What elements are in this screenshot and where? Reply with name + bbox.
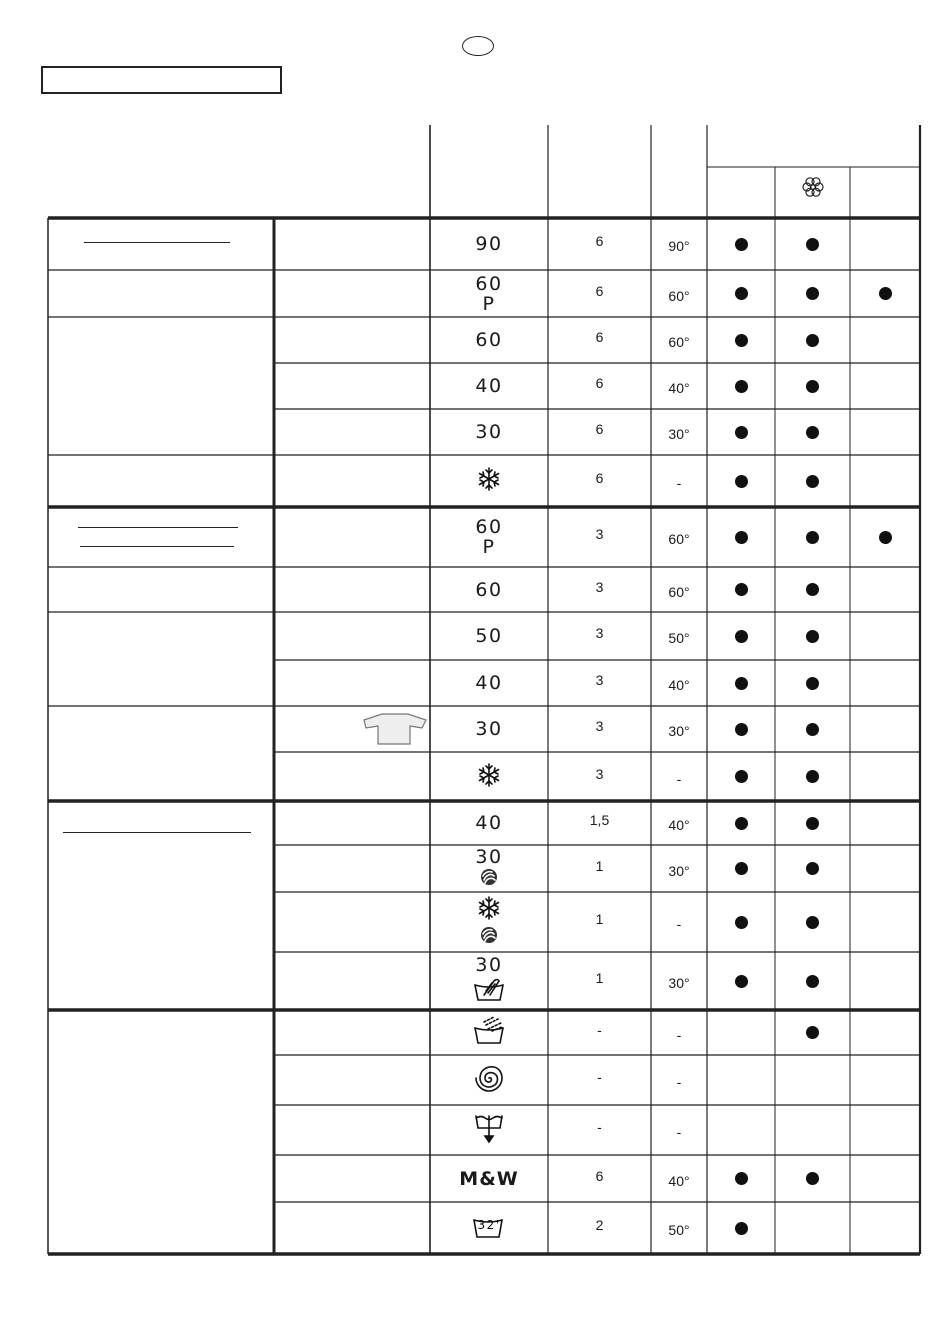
- temperature-value: -: [676, 1074, 682, 1090]
- option-dot-cell: [798, 612, 828, 660]
- option-dot-cell: [798, 270, 828, 317]
- program-mw-label: M&W: [459, 1167, 519, 1190]
- program-cell: [430, 1010, 548, 1055]
- option-dot-cell: [726, 567, 756, 612]
- option-dot-cell: [726, 507, 756, 567]
- availability-dot: [806, 426, 819, 439]
- availability-dot: [735, 583, 748, 596]
- temperature-value: 40°: [668, 380, 690, 396]
- temperature-value: 60°: [668, 287, 690, 304]
- availability-dot: [735, 630, 748, 643]
- availability-dot: [735, 287, 748, 300]
- program-temp-label: 30: [475, 845, 503, 868]
- availability-dot: [806, 287, 819, 300]
- load-value: 6: [595, 1167, 604, 1184]
- option-dot-cell: [726, 612, 756, 660]
- option-dot-cell: [726, 218, 756, 270]
- availability-dot: [735, 723, 748, 736]
- option-dot-cell: [798, 660, 828, 706]
- program-cell: [430, 845, 548, 892]
- load-value: 6: [595, 470, 604, 486]
- load-value: 2: [595, 1217, 604, 1233]
- load-value: 6: [595, 233, 604, 249]
- shirt-icon: [362, 710, 428, 746]
- program-temp-label: 30: [475, 421, 503, 443]
- program-temp-label: 60: [475, 329, 503, 351]
- wool-icon: [479, 925, 499, 949]
- temperature-value: 30°: [668, 862, 690, 879]
- temperature-value: -: [676, 1026, 682, 1043]
- availability-dot: [806, 723, 819, 736]
- load-value: 6: [595, 329, 604, 345]
- availability-dot: [806, 677, 819, 690]
- availability-dot: [806, 916, 819, 929]
- temperature-value: -: [676, 1124, 682, 1140]
- availability-dot: [735, 916, 748, 929]
- program-cell: [430, 1202, 548, 1254]
- option-dot-cell: [798, 218, 828, 270]
- option-dot-cell: [726, 706, 756, 752]
- option-dot-cell: [726, 363, 756, 409]
- program-cell: [430, 752, 548, 801]
- program-temp-label: 60: [475, 272, 503, 295]
- availability-dot: [806, 1026, 819, 1039]
- program-cell: [430, 218, 548, 270]
- option-dot-cell: [798, 752, 828, 801]
- option-dot-cell: [798, 507, 828, 567]
- availability-dot: [806, 862, 819, 875]
- load-value: -: [597, 1021, 602, 1038]
- category-underline: [80, 546, 234, 547]
- availability-dot: [735, 334, 748, 347]
- availability-dot: [806, 975, 819, 988]
- drain-icon: [473, 1112, 505, 1148]
- load-value: 3: [595, 526, 604, 542]
- availability-dot: [879, 287, 892, 300]
- program-temp-label: 30: [475, 718, 503, 740]
- load-value: 6: [595, 282, 604, 299]
- temperature-value: 30°: [668, 723, 690, 739]
- program-cell: [430, 612, 548, 660]
- program-temp-label: 60: [475, 578, 503, 601]
- program-cell: [430, 1155, 548, 1202]
- option-dot-cell: [798, 952, 828, 1010]
- program-temp-label: 30: [475, 954, 503, 976]
- option-dot-cell: [798, 801, 828, 845]
- availability-dot: [735, 426, 748, 439]
- option-dot-cell: [726, 409, 756, 455]
- category-underline: [84, 242, 230, 243]
- availability-dot: [735, 475, 748, 488]
- availability-dot: [806, 583, 819, 596]
- availability-dot: [806, 531, 819, 544]
- option-dot-cell: [726, 1155, 756, 1202]
- temperature-value: 40°: [668, 677, 690, 693]
- option-dot-cell: [726, 317, 756, 363]
- snowflake-icon: [476, 762, 502, 792]
- option-dot-cell: [726, 801, 756, 845]
- load-value: -: [597, 1119, 602, 1135]
- availability-dot: [806, 630, 819, 643]
- spin-icon: [474, 1063, 504, 1097]
- availability-dot: [806, 1172, 819, 1185]
- load-value: -: [597, 1069, 602, 1085]
- program-cell: [430, 1105, 548, 1155]
- option-dot-cell: [726, 892, 756, 952]
- category-underline: [78, 527, 238, 528]
- program-cell: [430, 270, 548, 317]
- availability-dot: [879, 531, 892, 544]
- load-value: 1: [595, 970, 604, 986]
- program-cell: [430, 1055, 548, 1105]
- load-value: 3: [595, 718, 604, 734]
- option-dot-cell: [798, 455, 828, 507]
- temperature-value: 60°: [668, 334, 690, 350]
- temperature-value: 40°: [668, 1172, 690, 1189]
- option-dot-cell: [798, 706, 828, 752]
- availability-dot: [806, 770, 819, 783]
- option-dot-cell: [870, 507, 900, 567]
- option-dot-cell: [726, 270, 756, 317]
- program-cell: [430, 363, 548, 409]
- program-sub-label: P: [482, 536, 496, 558]
- flower-icon: [775, 172, 850, 202]
- wool-icon: [479, 867, 499, 891]
- load-value: 6: [595, 421, 604, 437]
- program-cell: [430, 507, 548, 567]
- availability-dot: [806, 334, 819, 347]
- temperature-value: 30°: [668, 975, 690, 991]
- load-value: 3: [595, 625, 604, 641]
- availability-dot: [735, 862, 748, 875]
- availability-dot: [735, 975, 748, 988]
- option-dot-cell: [726, 845, 756, 892]
- temperature-value: -: [676, 916, 682, 932]
- availability-dot: [806, 475, 819, 488]
- program-cell: [430, 317, 548, 363]
- availability-dot: [806, 238, 819, 251]
- snowflake-icon: [476, 466, 502, 496]
- temperature-value: 50°: [668, 1222, 690, 1238]
- availability-dot: [735, 380, 748, 393]
- program-cell: [430, 706, 548, 752]
- load-value: 1: [595, 911, 604, 927]
- option-dot-cell: [798, 1010, 828, 1055]
- program-cell: [430, 455, 548, 507]
- availability-dot: [735, 677, 748, 690]
- option-dot-cell: [726, 455, 756, 507]
- load-value: 3: [595, 672, 604, 688]
- option-dot-cell: [798, 892, 828, 952]
- program-temp-label: 40: [475, 812, 503, 834]
- load-value: 1,5: [589, 812, 610, 828]
- option-dot-cell: [798, 567, 828, 612]
- program-cell: [430, 952, 548, 1010]
- availability-dot: [735, 1172, 748, 1185]
- availability-dot: [735, 770, 748, 783]
- availability-dot: [735, 531, 748, 544]
- program-cell: [430, 567, 548, 612]
- option-dot-cell: [726, 752, 756, 801]
- program-temp-label: 40: [475, 375, 503, 397]
- program-temp-label: 90: [475, 233, 503, 255]
- handwash-icon: [472, 975, 506, 1007]
- option-dot-cell: [798, 363, 828, 409]
- temperature-value: 60°: [668, 531, 690, 547]
- option-dot-cell: [798, 409, 828, 455]
- option-dot-cell: [726, 1202, 756, 1254]
- availability-dot: [735, 1222, 748, 1235]
- option-dot-cell: [798, 1155, 828, 1202]
- option-dot-cell: [798, 845, 828, 892]
- program-temp-label: 50: [475, 625, 503, 647]
- temperature-value: 50°: [668, 630, 690, 646]
- temperature-value: 90°: [668, 238, 690, 254]
- load-value: 3: [595, 578, 604, 595]
- option-dot-cell: [726, 952, 756, 1010]
- temperature-value: 40°: [668, 817, 690, 833]
- option-dot-cell: [870, 270, 900, 317]
- snowflake-icon: [476, 895, 502, 925]
- availability-dot: [735, 238, 748, 251]
- program-sub-label: P: [482, 292, 496, 315]
- svg-text:32': 32': [477, 1218, 501, 1232]
- load-value: 6: [595, 375, 604, 391]
- quick-32-icon: [471, 1212, 507, 1244]
- option-dot-cell: [726, 660, 756, 706]
- option-dot-cell: [798, 317, 828, 363]
- load-value: 1: [595, 857, 604, 874]
- program-temp-label: 40: [475, 672, 503, 694]
- temperature-value: 60°: [668, 583, 690, 600]
- availability-dot: [735, 817, 748, 830]
- program-cell: [430, 409, 548, 455]
- availability-dot: [806, 817, 819, 830]
- program-cell: [430, 801, 548, 845]
- temperature-value: -: [676, 770, 682, 787]
- program-cell: [430, 892, 548, 952]
- program-temp-label: 60: [475, 516, 503, 538]
- rinse-icon: [472, 1016, 506, 1050]
- temperature-value: 30°: [668, 426, 690, 442]
- load-value: 3: [595, 765, 604, 782]
- availability-dot: [806, 380, 819, 393]
- category-underline: [63, 832, 251, 833]
- temperature-value: -: [676, 475, 682, 491]
- program-cell: [430, 660, 548, 706]
